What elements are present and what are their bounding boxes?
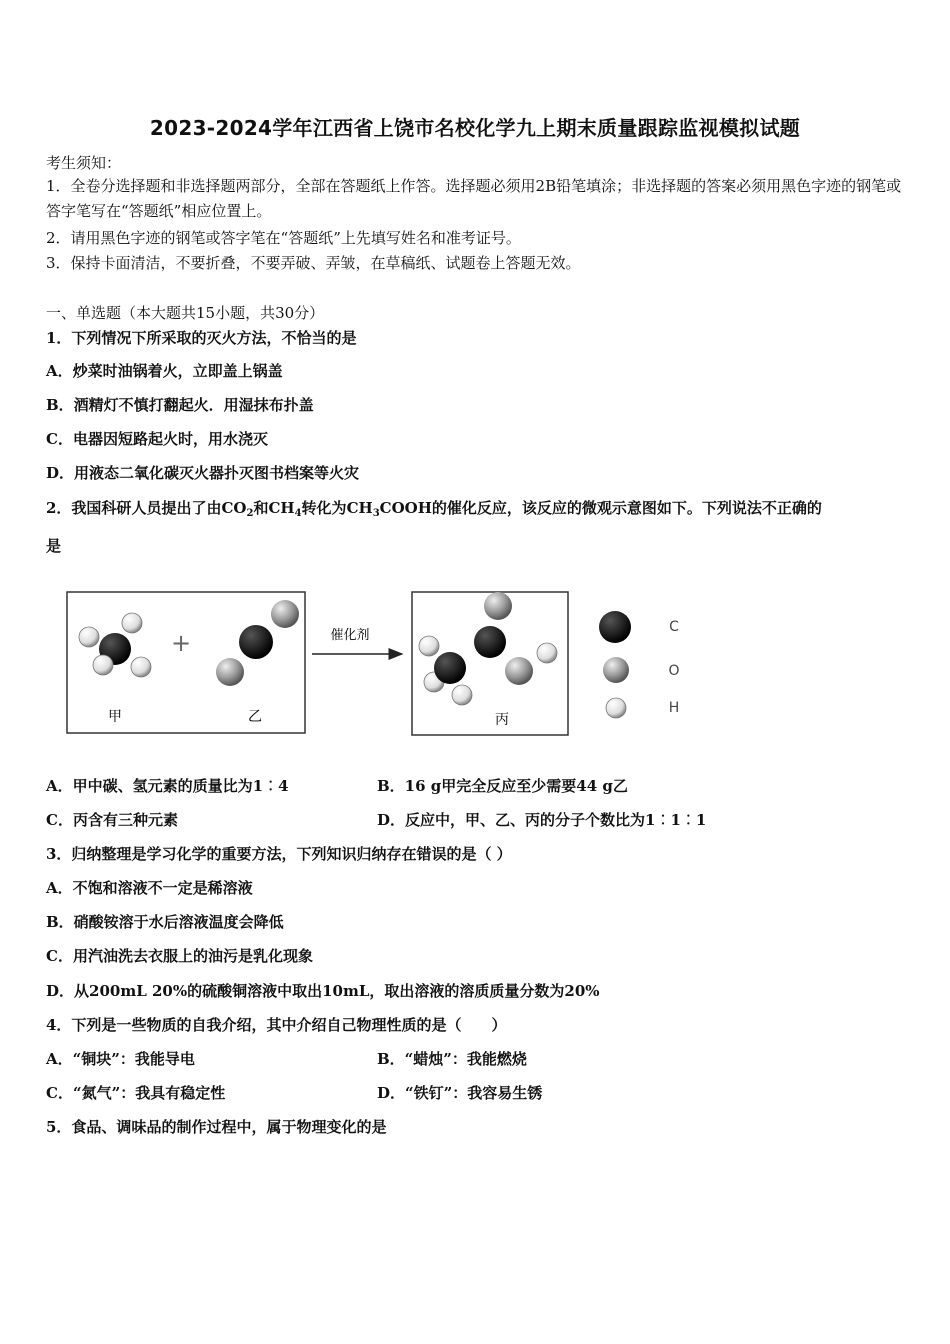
hydrogen-atom [122, 613, 142, 633]
reaction-diagram [60, 585, 710, 745]
label-yi: 乙 [248, 709, 262, 725]
notice-item-3: 3．保持卡面清洁，不要折叠，不要弄破、弄皱，在草稿纸、试题卷上答题无效。 [46, 254, 581, 272]
section-heading: 一、单选题（本大题共15小题，共30分） [46, 304, 325, 322]
q2-stem-tail: 是 [46, 537, 62, 555]
notice-item-1: 1．全卷分选择题和非选择题两部分，全部在答题纸上作答。选择题必须用2B铅笔填涂；非选择题的答案必须用黑色字迹的钢笔或答字笔写在“答题纸”相应位置上。 [46, 177, 902, 220]
legend-oxygen-atom [603, 657, 629, 683]
q4-option-b: B．“蜡烛”：我能燃烧 [377, 1050, 527, 1068]
hydrogen-atom [131, 657, 151, 677]
methane-molecule [79, 613, 151, 677]
legend-label-c: C [669, 619, 679, 635]
notice-item-2: 2．请用黑色字迹的钢笔或答字笔在“答题纸”上先填写姓名和准考证号。 [46, 229, 521, 247]
hydrogen-atom [452, 685, 472, 705]
oxygen-atom [505, 657, 533, 685]
notice-heading: 考生须知： [46, 154, 122, 172]
q2-option-b: B．16 g甲完全反应至少需要44 g乙 [377, 777, 628, 795]
q1-option-c: C．电器因短路起火时，用水浇灭 [46, 430, 268, 448]
carbon-atom [239, 625, 273, 659]
hydrogen-atom [93, 655, 113, 675]
label-jia: 甲 [108, 709, 122, 725]
oxygen-atom [271, 600, 299, 628]
q3-option-d: D．从200mL 20%的硫酸铜溶液中取出10mL，取出溶液的溶质质量分数为20% [46, 982, 600, 1000]
q3-option-b: B．硝酸铵溶于水后溶液温度会降低 [46, 913, 284, 931]
label-bing: 丙 [495, 712, 509, 728]
q4-option-a: A．“铜块”：我能导电 [46, 1050, 195, 1068]
page-title: 2023-2024学年江西省上饶市名校化学九上期末质量跟踪监视模拟试题 [149, 116, 801, 140]
q2-stem: 2．我国科研人员提出了由$CO_2$和$CH_4$转化为$CH_3COOH$的催化反应，该反应的微观示意图如下。下列说法不正确的 [46, 499, 822, 519]
co2-molecule [216, 600, 299, 686]
q4-option-c: C．“氮气”：我具有稳定性 [46, 1084, 226, 1102]
q4-option-d: D．“铁钉”：我容易生锈 [377, 1084, 543, 1102]
q2-option-a: A．甲中碳、氢元素的质量比为1︰4 [46, 777, 289, 795]
q2-option-c: C．丙含有三种元素 [46, 811, 178, 829]
q3-stem: 3．归纳整理是学习化学的重要方法，下列知识归纳存在错误的是（ ） [46, 845, 512, 863]
legend-hydrogen-atom [606, 698, 626, 718]
carbon-atom [474, 626, 506, 658]
q3-option-a: A．不饱和溶液不一定是稀溶液 [46, 879, 253, 897]
catalyst-label: 催化剂 [330, 628, 370, 643]
q1-option-a: A．炒菜时油锅着火，立即盖上锅盖 [46, 362, 283, 380]
q1-stem: 1．下列情况下所采取的灭火方法，不恰当的是 [46, 329, 357, 347]
oxygen-atom [216, 658, 244, 686]
q2-option-d: D．反应中，甲、乙、丙的分子个数比为1︰1︰1 [377, 811, 707, 829]
q3-option-c: C．用汽油洗去衣服上的油污是乳化现象 [46, 947, 313, 965]
legend-label-h: H [668, 700, 680, 716]
q1-option-d: D．用液态二氧化碳灭火器扑灭图书档案等火灾 [46, 464, 360, 482]
hydrogen-atom [79, 627, 99, 647]
hydrogen-atom [419, 636, 439, 656]
q5-stem: 5．食品、调味品的制作过程中，属于物理变化的是 [46, 1118, 387, 1136]
hydrogen-atom [537, 643, 557, 663]
plus-sign: + [170, 629, 192, 657]
legend-carbon-atom [599, 611, 631, 643]
q4-stem: 4．下列是一些物质的自我介绍，其中介绍自己物理性质的是（ ） [46, 1016, 507, 1034]
oxygen-atom [484, 592, 512, 620]
carbon-atom [434, 652, 466, 684]
legend-label-o: O [668, 663, 680, 679]
acetic-acid-molecule [419, 592, 557, 705]
q1-option-b: B．酒精灯不慎打翻起火．用湿抹布扑盖 [46, 396, 314, 414]
